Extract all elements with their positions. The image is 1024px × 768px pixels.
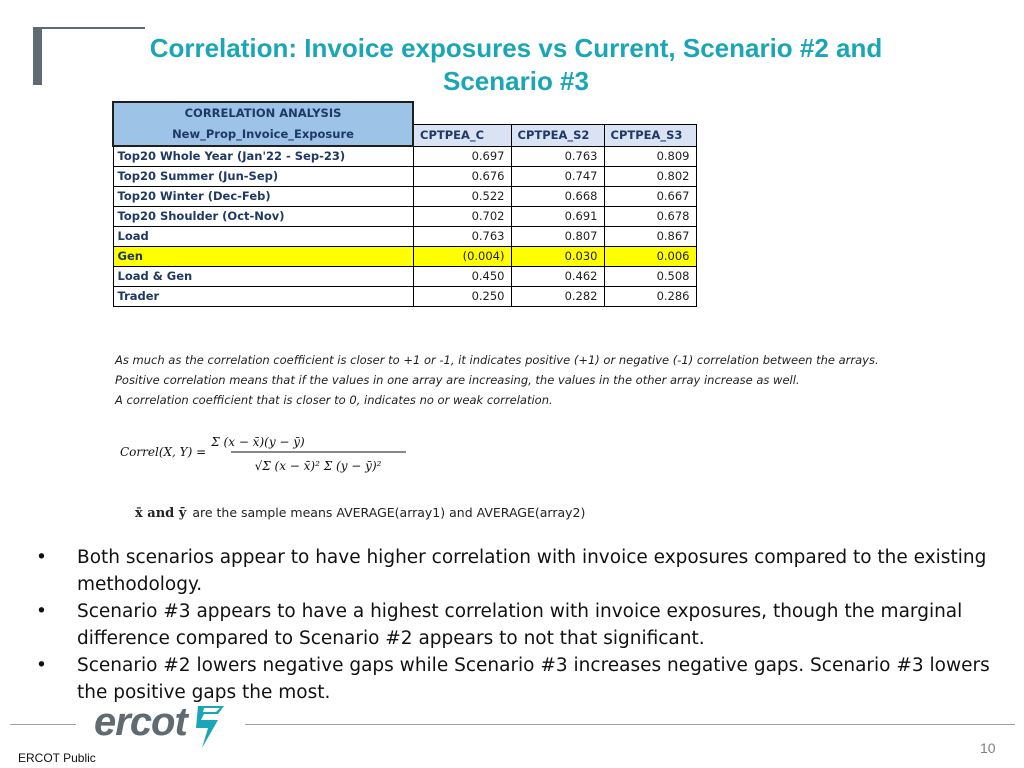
page-number: 10 bbox=[980, 740, 996, 756]
logo-wordmark: ercot bbox=[94, 700, 187, 744]
slide-title-line2: Scenario #3 bbox=[443, 66, 589, 96]
cell-value: (0.004) bbox=[413, 246, 511, 266]
row-label: Load & Gen bbox=[113, 266, 413, 286]
cell-value: 0.282 bbox=[511, 286, 604, 306]
row-label: Trader bbox=[113, 286, 413, 306]
column-header-cptpea-s2: CPTPEA_S2 bbox=[511, 124, 604, 146]
row-label: Gen bbox=[113, 246, 413, 266]
row-label: Top20 Winter (Dec-Feb) bbox=[113, 186, 413, 206]
formula-lhs: Correl(X, Y) = bbox=[120, 445, 207, 459]
table-row bbox=[113, 226, 696, 246]
formula-numerator: Σ (x − x̄)(y − ȳ) bbox=[211, 435, 305, 449]
note-line: As much as the correlation coefficient is closer to +1 or -1, it indicates positive (+1) or negative (-1) correlation between the arrays. bbox=[115, 353, 879, 367]
mean-description: are the sample means AVERAGE(array1) and AVERAGE(array2) bbox=[192, 505, 586, 520]
table-row bbox=[113, 166, 696, 186]
lightning-bolt-icon bbox=[192, 702, 228, 750]
cell-value: 0.250 bbox=[413, 286, 511, 306]
row-label: Load bbox=[113, 226, 413, 246]
table-row bbox=[113, 206, 696, 226]
cell-value: 0.450 bbox=[413, 266, 511, 286]
cell-value: 0.030 bbox=[511, 246, 604, 266]
ercot-logo bbox=[94, 700, 234, 752]
table-header-line2: New_Prop_Invoice_Exposure bbox=[172, 127, 354, 141]
note-line: A correlation coefficient that is closer to 0, indicates no or weak correlation. bbox=[115, 393, 553, 407]
correlation-explanation bbox=[115, 350, 955, 410]
table-row bbox=[113, 286, 696, 306]
list-item bbox=[30, 544, 1005, 598]
table-row bbox=[113, 146, 696, 166]
cell-value: 0.286 bbox=[604, 286, 696, 306]
title-bracket-vertical bbox=[33, 27, 42, 85]
footer-divider-left bbox=[10, 724, 76, 725]
cell-value: 0.006 bbox=[604, 246, 696, 266]
classification-label: ERCOT Public bbox=[18, 751, 96, 765]
cell-value: 0.763 bbox=[413, 226, 511, 246]
cell-value: 0.667 bbox=[604, 186, 696, 206]
cell-value: 0.691 bbox=[511, 206, 604, 226]
slide-title bbox=[100, 32, 932, 98]
sample-means-note bbox=[135, 505, 585, 521]
cell-value: 0.678 bbox=[604, 206, 696, 226]
bullet-text: Both scenarios appear to have higher correlation with invoice exposures compared to the existing methodology. bbox=[77, 547, 987, 595]
cell-value: 0.697 bbox=[413, 146, 511, 166]
cell-value: 0.702 bbox=[413, 206, 511, 226]
table-row bbox=[113, 266, 696, 286]
cell-value: 0.867 bbox=[604, 226, 696, 246]
correlation-formula bbox=[118, 428, 418, 478]
conclusion-bullets bbox=[30, 544, 1005, 706]
correlation-table bbox=[112, 101, 697, 307]
footer-divider-right bbox=[245, 724, 1015, 725]
table-header-line1: CORRELATION ANALYSIS bbox=[184, 106, 342, 120]
title-bracket-horizontal bbox=[33, 27, 145, 29]
row-label: Top20 Summer (Jun-Sep) bbox=[113, 166, 413, 186]
cell-value: 0.668 bbox=[511, 186, 604, 206]
row-label: Top20 Shoulder (Oct-Nov) bbox=[113, 206, 413, 226]
list-item bbox=[30, 598, 1005, 652]
note-line: Positive correlation means that if the values in one array are increasing, the values in the other array increase as well. bbox=[115, 373, 800, 387]
formula-denominator: √Σ (x − x̄)² Σ (y − ȳ)² bbox=[254, 459, 382, 473]
bullet-text: Scenario #3 appears to have a highest correlation with invoice exposures, though the marginal difference compared to Scenario #2 appears to not that significant. bbox=[77, 601, 963, 649]
cell-value: 0.809 bbox=[604, 146, 696, 166]
cell-value: 0.763 bbox=[511, 146, 604, 166]
cell-value: 0.522 bbox=[413, 186, 511, 206]
table-row-highlighted bbox=[113, 246, 696, 266]
bullet-text: Scenario #2 lowers negative gaps while Scenario #3 increases negative gaps. Scenario #3 lowers the positive gaps the most. bbox=[77, 655, 990, 703]
slide-title-line1: Correlation: Invoice exposures vs Current, Scenario #2 and bbox=[149, 33, 883, 63]
table-header-row-1 bbox=[113, 102, 696, 124]
cell-value: 0.802 bbox=[604, 166, 696, 186]
column-header-cptpea-s3: CPTPEA_S3 bbox=[604, 124, 696, 146]
cell-value: 0.462 bbox=[511, 266, 604, 286]
column-header-cptpea-c: CPTPEA_C bbox=[413, 124, 511, 146]
list-item bbox=[30, 652, 1005, 706]
bullet-marker: • bbox=[36, 547, 47, 568]
table-row bbox=[113, 186, 696, 206]
bullet-marker: • bbox=[36, 601, 47, 622]
table-main-header bbox=[113, 102, 413, 146]
row-label: Top20 Whole Year (Jan'22 - Sep-23) bbox=[113, 146, 413, 166]
cell-value: 0.747 bbox=[511, 166, 604, 186]
mean-symbols: x̄ and ȳ bbox=[135, 506, 187, 521]
cell-value: 0.508 bbox=[604, 266, 696, 286]
bullet-marker: • bbox=[36, 655, 47, 676]
cell-value: 0.807 bbox=[511, 226, 604, 246]
cell-value: 0.676 bbox=[413, 166, 511, 186]
